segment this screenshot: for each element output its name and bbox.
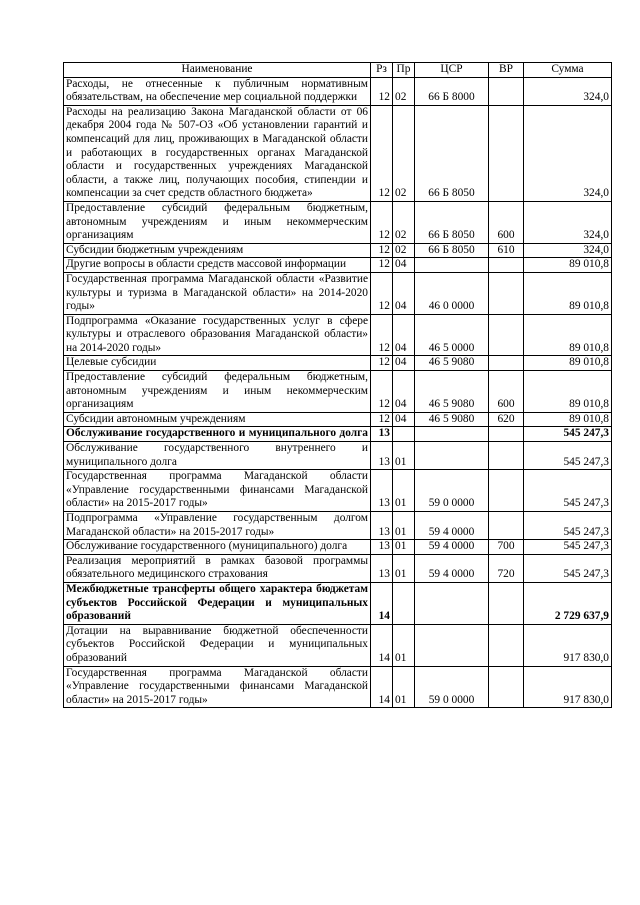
cell-sum: 545 247,3 [524,554,612,582]
cell-pr: 01 [393,540,415,555]
cell-csr [415,442,489,470]
cell-pr: 04 [393,356,415,371]
cell-sum: 917 830,0 [524,666,612,708]
cell-vr [489,512,524,540]
cell-vr [489,624,524,666]
cell-vr [489,582,524,624]
cell-vr [489,77,524,105]
cell-pr: 01 [393,666,415,708]
cell-rz: 13 [371,512,393,540]
cell-pr: 02 [393,201,415,243]
cell-name: Реализация мероприятий в рамках базовой программы обязательного медицинского страхования [64,554,371,582]
cell-rz: 13 [371,540,393,555]
cell-name: Обслуживание государственного внутреннего и муниципального долга [64,442,371,470]
cell-rz: 13 [371,470,393,512]
cell-rz: 13 [371,554,393,582]
cell-name: Расходы на реализацию Закона Магаданской области от 06 декабря 2004 года № 507-ОЗ «Об установлении гарантий и компенсаций для лиц, проживающих в Магаданской области и работающих в государственных органах Магаданской области и государственных учреждениях Магаданской области, а также лиц, получающих пособия, стипендии и компенсации за счет средств областного бюджета» [64,105,371,201]
cell-csr: 46 0 0000 [415,272,489,314]
cell-rz: 12 [371,201,393,243]
cell-name: Субсидии автономным учреждениям [64,412,371,427]
cell-sum: 545 247,3 [524,442,612,470]
cell-vr [489,666,524,708]
cell-vr [489,105,524,201]
table-row [64,470,612,512]
cell-name: Подпрограмма «Оказание государственных услуг в сфере культуры и отраслевого образования Магаданской области» на 2014-2020 годы» [64,314,371,356]
table-row [64,412,612,427]
cell-name: Расходы, не отнесенные к публичным нормативным обязательствам, на обеспечение мер социальной поддержки [64,77,371,105]
cell-sum: 89 010,8 [524,258,612,273]
cell-name: Предоставление субсидий федеральным бюджетным, автономным учреждениям и иным некоммерческим организациям [64,371,371,413]
cell-pr: 04 [393,272,415,314]
cell-csr [415,582,489,624]
cell-rz: 12 [371,356,393,371]
cell-csr: 66 Б 8050 [415,105,489,201]
cell-sum: 89 010,8 [524,272,612,314]
cell-pr: 01 [393,512,415,540]
cell-sum: 324,0 [524,201,612,243]
table-row [64,442,612,470]
cell-pr [393,427,415,442]
cell-csr: 59 0 0000 [415,666,489,708]
cell-rz: 14 [371,624,393,666]
table-row [64,105,612,201]
cell-sum: 89 010,8 [524,412,612,427]
cell-sum: 2 729 637,9 [524,582,612,624]
header-pr: Пр [393,63,415,78]
cell-sum: 324,0 [524,77,612,105]
cell-vr [489,470,524,512]
table-row [64,243,612,258]
table-row [64,314,612,356]
cell-csr: 59 0 0000 [415,470,489,512]
header-csr: ЦСР [415,63,489,78]
header-vr: ВР [489,63,524,78]
cell-pr: 02 [393,105,415,201]
cell-name: Обслуживание государственного и муниципального долга [64,427,371,442]
cell-rz: 14 [371,582,393,624]
cell-csr: 66 Б 8000 [415,77,489,105]
cell-pr: 04 [393,371,415,413]
table-row [64,427,612,442]
cell-pr: 01 [393,624,415,666]
cell-vr [489,258,524,273]
cell-name: Подпрограмма «Управление государственным долгом Магаданской области» на 2015-2017 годы» [64,512,371,540]
cell-vr [489,272,524,314]
cell-vr [489,427,524,442]
cell-sum: 89 010,8 [524,371,612,413]
cell-pr: 04 [393,314,415,356]
cell-csr: 46 5 9080 [415,356,489,371]
cell-pr [393,582,415,624]
cell-rz: 12 [371,243,393,258]
cell-name: Межбюджетные трансферты общего характера бюджетам субъектов Российской Федерации и муниципальных образований [64,582,371,624]
cell-rz: 12 [371,105,393,201]
table-row [64,272,612,314]
cell-csr [415,427,489,442]
table-header-row [64,63,612,78]
cell-vr [489,442,524,470]
table-row [64,554,612,582]
cell-vr: 600 [489,201,524,243]
cell-csr: 66 Б 8050 [415,243,489,258]
cell-vr: 610 [489,243,524,258]
cell-name: Государственная программа Магаданской области «Управление государственными финансами Магаданской области» на 2015-2017 годы» [64,470,371,512]
cell-csr [415,624,489,666]
cell-csr [415,258,489,273]
table-row [64,666,612,708]
table-row [64,356,612,371]
cell-pr: 02 [393,243,415,258]
header-rz: Рз [371,63,393,78]
cell-vr: 700 [489,540,524,555]
cell-csr: 46 5 9080 [415,412,489,427]
table-row [64,540,612,555]
cell-rz: 12 [371,371,393,413]
header-name: Наименование [64,63,371,78]
cell-pr: 04 [393,258,415,273]
cell-rz: 13 [371,427,393,442]
cell-csr: 59 4 0000 [415,540,489,555]
cell-rz: 12 [371,412,393,427]
cell-name: Предоставление субсидий федеральным бюджетным, автономным учреждениям и иным некоммерческим организациям [64,201,371,243]
cell-pr: 01 [393,442,415,470]
cell-csr: 59 4 0000 [415,554,489,582]
cell-sum: 324,0 [524,105,612,201]
cell-pr: 02 [393,77,415,105]
header-sum: Сумма [524,63,612,78]
cell-rz: 12 [371,77,393,105]
budget-table [63,62,612,708]
table-row [64,512,612,540]
cell-sum: 89 010,8 [524,314,612,356]
cell-csr: 46 5 9080 [415,371,489,413]
cell-sum: 545 247,3 [524,540,612,555]
cell-name: Государственная программа Магаданской области «Развитие культуры и туризма в Магаданской области» на 2014-2020 годы» [64,272,371,314]
table-row [64,77,612,105]
cell-pr: 04 [393,412,415,427]
cell-vr [489,314,524,356]
cell-name: Государственная программа Магаданской области «Управление государственными финансами Магаданской области» на 2015-2017 годы» [64,666,371,708]
cell-sum: 545 247,3 [524,470,612,512]
cell-rz: 12 [371,272,393,314]
cell-pr: 01 [393,554,415,582]
table-row [64,201,612,243]
cell-vr: 620 [489,412,524,427]
cell-rz: 14 [371,666,393,708]
cell-csr: 66 Б 8050 [415,201,489,243]
table-row [64,371,612,413]
cell-pr: 01 [393,470,415,512]
cell-rz: 13 [371,442,393,470]
cell-sum: 324,0 [524,243,612,258]
cell-sum: 545 247,3 [524,427,612,442]
table-row [64,258,612,273]
cell-sum: 545 247,3 [524,512,612,540]
cell-name: Другие вопросы в области средств массовой информации [64,258,371,273]
cell-name: Обслуживание государственного (муниципального) долга [64,540,371,555]
cell-csr: 46 5 0000 [415,314,489,356]
cell-sum: 917 830,0 [524,624,612,666]
cell-rz: 12 [371,258,393,273]
cell-vr [489,356,524,371]
table-row [64,582,612,624]
cell-name: Целевые субсидии [64,356,371,371]
cell-vr: 600 [489,371,524,413]
cell-rz: 12 [371,314,393,356]
cell-name: Дотации на выравнивание бюджетной обеспеченности субъектов Российской Федерации и муниципальных образований [64,624,371,666]
cell-vr: 720 [489,554,524,582]
cell-csr: 59 4 0000 [415,512,489,540]
cell-sum: 89 010,8 [524,356,612,371]
table-row [64,624,612,666]
cell-name: Субсидии бюджетным учреждениям [64,243,371,258]
